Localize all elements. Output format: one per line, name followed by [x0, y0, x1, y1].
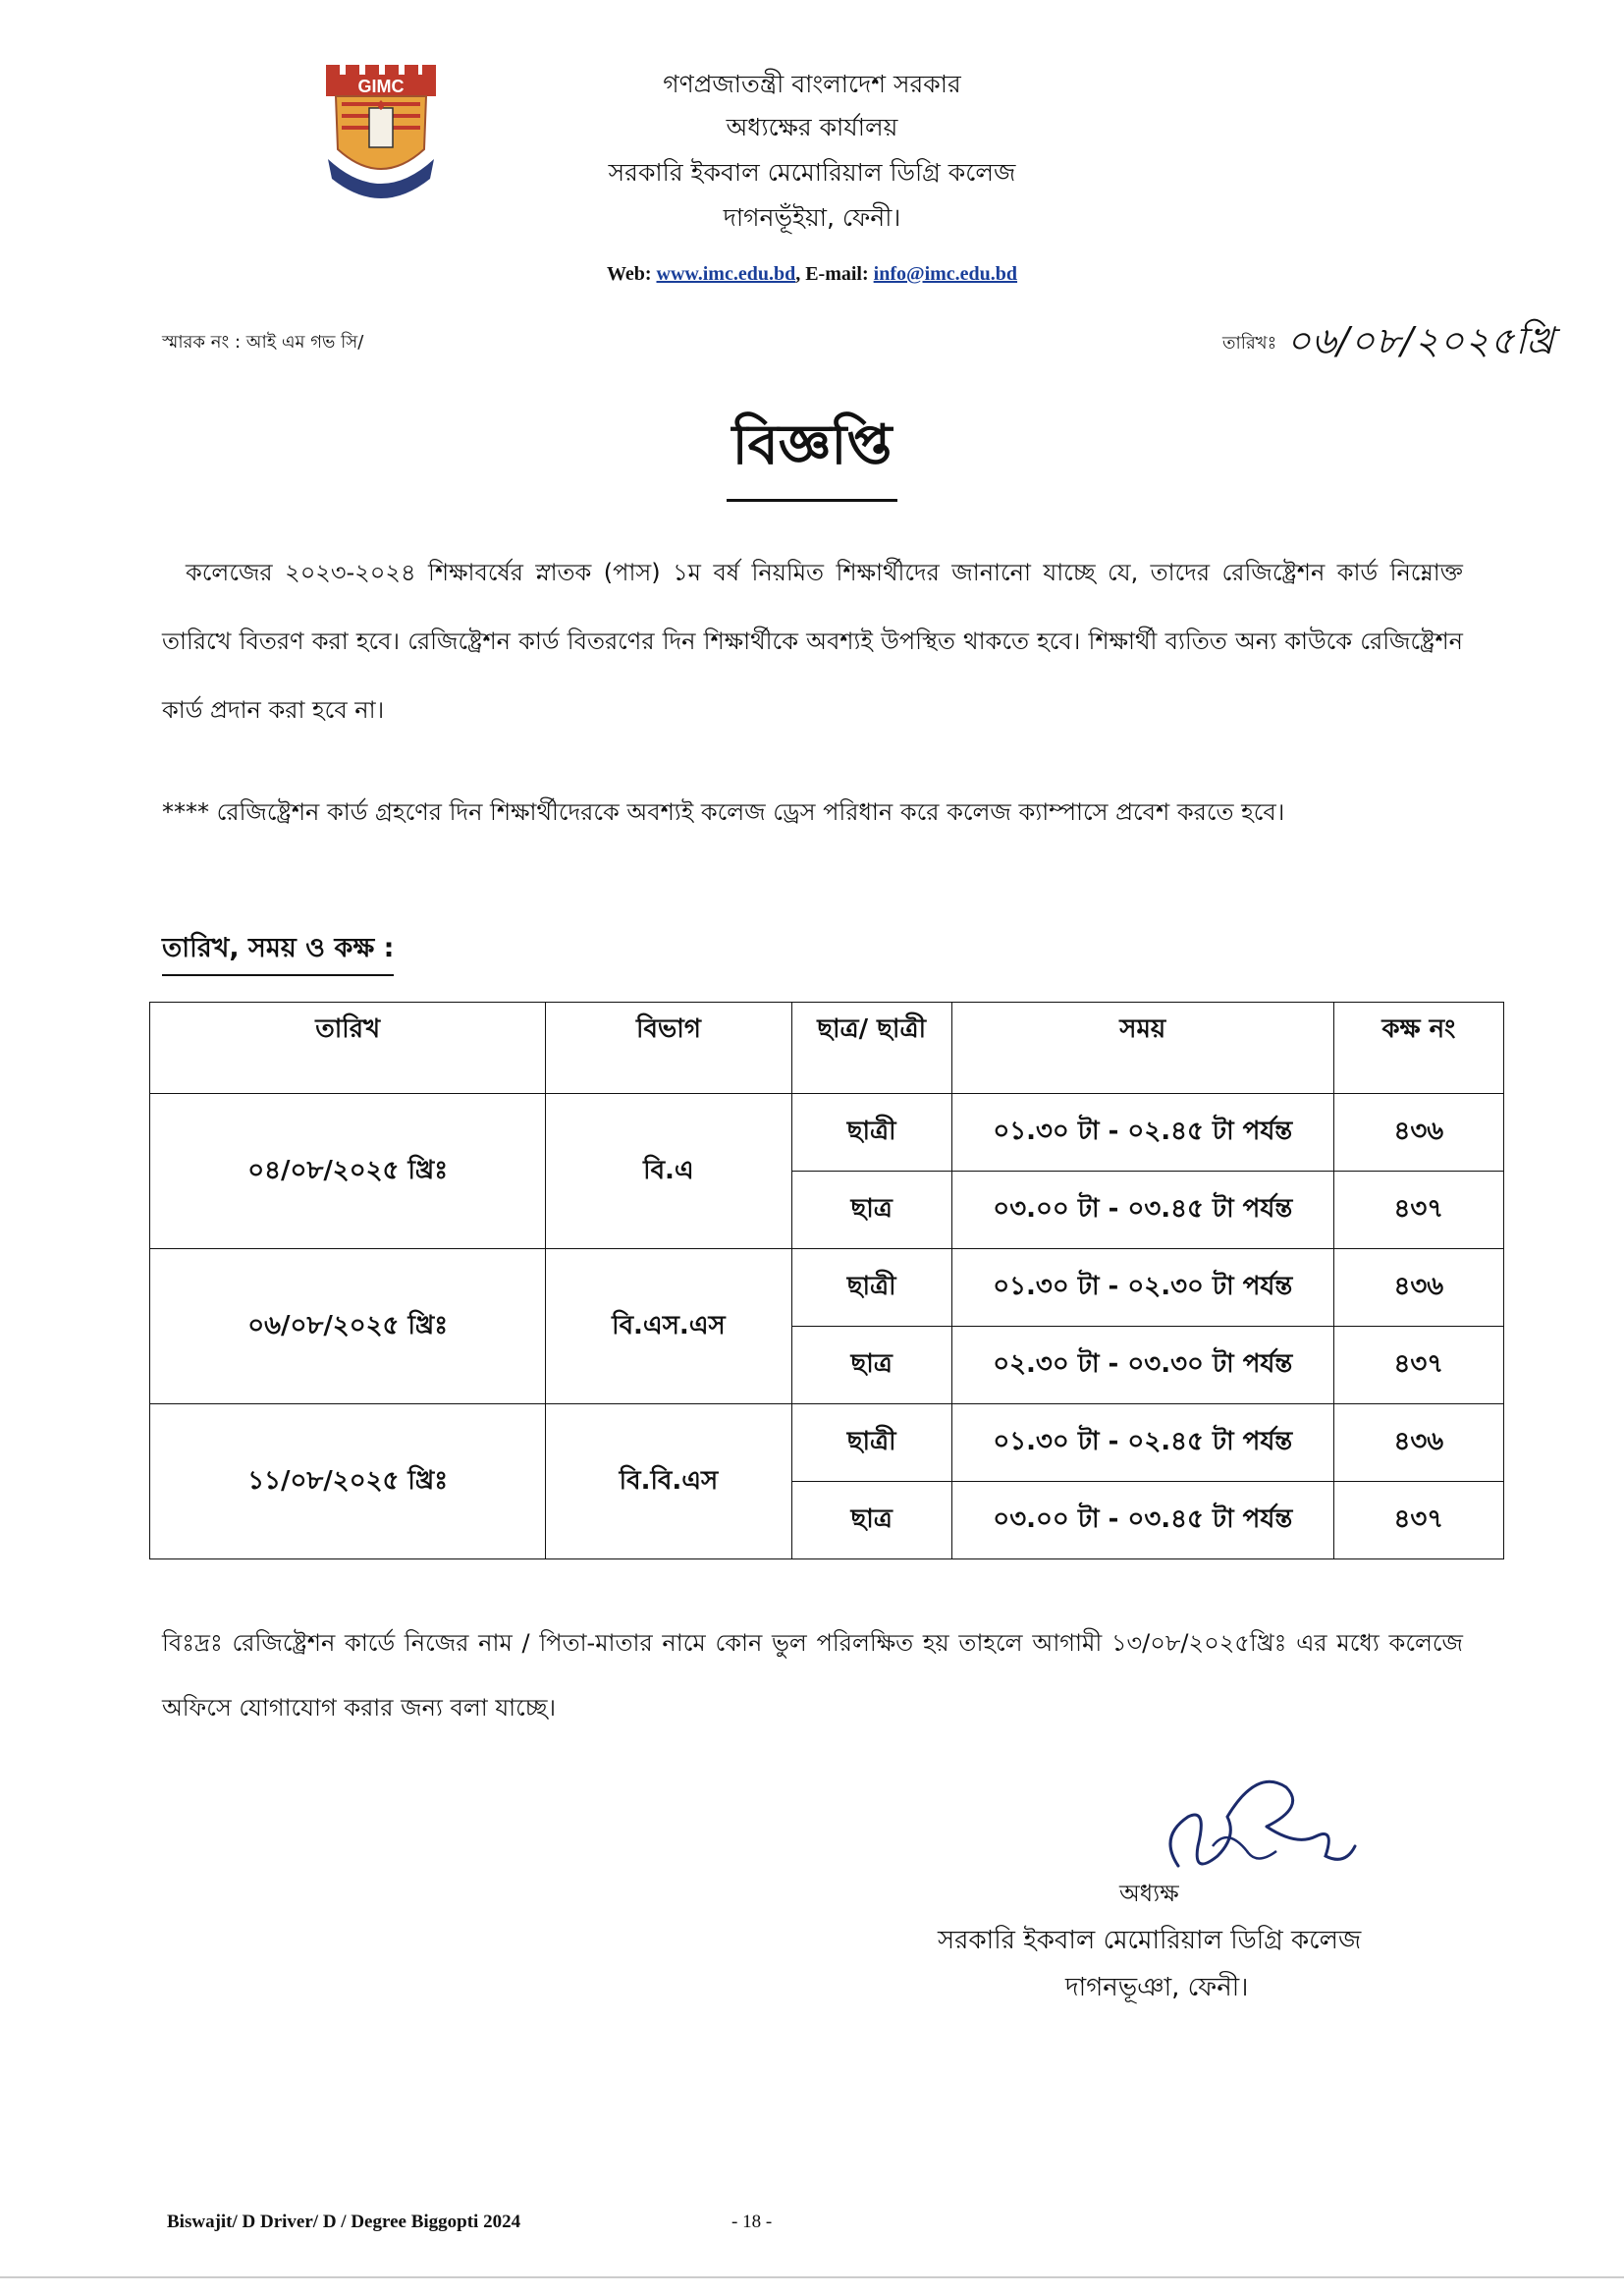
cell-date: ০৬/০৮/২০২৫ খ্রিঃ — [150, 1249, 546, 1404]
table-header-row — [150, 1003, 1504, 1094]
college-location: দাগনভূঁইয়া, ফেনী। — [723, 203, 901, 232]
header-date: তারিখ — [150, 1003, 546, 1094]
page-bottom-divider — [0, 2276, 1624, 2278]
schedule-table — [149, 1002, 1504, 1559]
logo-text: GIMC — [357, 77, 405, 96]
notice-paragraph-2: **** রেজিষ্ট্রেশন কার্ড গ্রহণের দিন শিক্ষার্থীদেরকে অবশ্যই কলেজ ড্রেস পরিধান করে কলেজ ক্যাম্পাসে প্রবেশ করতে হবে। — [162, 798, 1285, 826]
cell-room: ৪৩৬ — [1333, 1094, 1503, 1172]
cell-time: ০১.৩০ টা - ০২.৩০ টা পর্যন্ত — [951, 1249, 1333, 1327]
cell-date: ০৪/০৮/২০২৫ খ্রিঃ — [150, 1094, 546, 1249]
cell-time: ০৩.০০ টা - ০৩.৪৫ টা পর্যন্ত — [951, 1482, 1333, 1559]
cell-time: ০১.৩০ টা - ০২.৪৫ টা পর্যন্ত — [951, 1404, 1333, 1482]
cell-room: ৪৩৭ — [1333, 1172, 1503, 1249]
cell-gender: ছাত্রী — [791, 1249, 951, 1327]
cell-dept: বি.বি.এস — [546, 1404, 791, 1559]
cell-room: ৪৩৬ — [1333, 1249, 1503, 1327]
cell-time: ০১.৩০ টা - ০২.৪৫ টা পর্যন্ত — [951, 1094, 1333, 1172]
cell-room: ৪৩৭ — [1333, 1327, 1503, 1404]
cell-room: ৪৩৭ — [1333, 1482, 1503, 1559]
cell-dept: বি.এস.এস — [546, 1249, 791, 1404]
footer-file-path: Biswajit/ D Driver/ D / Degree Biggopti 2024 — [167, 2212, 521, 2232]
college-name: সরকারি ইকবাল মেমোরিয়াল ডিগ্রি কলেজ — [608, 158, 1016, 187]
notice-paragraph-1: কলেজের ২০২৩-২০২৪ শিক্ষাবর্ষের স্নাতক (পাস) ১ম বর্ষ নিয়মিত শিক্ষার্থীদের জানানো যাচ্ছে যে, তাদের রেজিষ্ট্রেশন কার্ড নিম্নোক্ত তারিখে বিতরণ করা হবে। রেজিষ্ট্রেশন কার্ড বিতরণের দিন শিক্ষার্থীকে অবশ্যই উপস্থিত থাকতে হবে। শিক্ষার্থী ব্যতিত অন্য কাউকে রেজিষ্ট্রেশন কার্ড প্রদান করা হবে না। — [162, 559, 1463, 724]
signatory-college: সরকারি ইকবাল মেমোরিয়াল ডিগ্রি কলেজ — [938, 1926, 1362, 1955]
cell-room: ৪৩৬ — [1333, 1404, 1503, 1482]
cell-time: ০৩.০০ টা - ০৩.৪৫ টা পর্যন্ত — [951, 1172, 1333, 1249]
notice-note: বিঃদ্রঃ রেজিষ্ট্রেশন কার্ডে নিজের নাম / পিতা-মাতার নামে কোন ভুল পরিলক্ষিত হয় তাহলে আগামী ১৩/০৮/২০২৫খ্রিঃ এর মধ্যে কলেজে অফিসে যোগাযোগ করার জন্য বলা যাচ্ছে। — [162, 1629, 1463, 1722]
memo-number: স্মারক নং : আই এম গভ সি/ — [162, 332, 364, 353]
office-name: অধ্যক্ষের কার্যালয় — [726, 113, 898, 141]
header-time: সময় — [951, 1003, 1333, 1094]
handwritten-date: ০৬/০৮/২০২৫খ্রি — [1286, 319, 1555, 362]
table-row — [150, 1249, 1504, 1327]
cell-date: ১১/০৮/২০২৫ খ্রিঃ — [150, 1404, 546, 1559]
date-block — [1222, 312, 1555, 375]
cell-gender: ছাত্রী — [791, 1094, 951, 1172]
signatory-location: দাগনভূঞা, ফেনী। — [1065, 1973, 1249, 2002]
contact-line — [0, 263, 1624, 286]
cell-gender: ছাত্র — [791, 1482, 951, 1559]
table-heading: তারিখ, সময় ও কক্ষ : — [162, 928, 394, 976]
signatory-title: অধ্যক্ষ — [1119, 1880, 1179, 1907]
cell-gender: ছাত্র — [791, 1172, 951, 1249]
table-row — [150, 1094, 1504, 1172]
cell-gender: ছাত্র — [791, 1327, 951, 1404]
notice-title-wrap — [0, 403, 1624, 502]
footer-page-number: - 18 - — [731, 2212, 773, 2232]
email-label: , E-mail: — [795, 263, 874, 285]
web-label: Web: — [606, 263, 657, 285]
cell-gender: ছাত্রী — [791, 1404, 951, 1482]
header-dept: বিভাগ — [546, 1003, 791, 1094]
cell-dept: বি.এ — [546, 1094, 791, 1249]
signature-mark — [1119, 1758, 1365, 1895]
date-label: তারিখঃ — [1222, 332, 1277, 354]
website-link[interactable]: www.imc.edu.bd — [656, 263, 796, 285]
govt-name: গণপ্রজাতন্ত্রী বাংলাদেশ সরকার — [663, 70, 961, 98]
table-row — [150, 1404, 1504, 1482]
header-room: কক্ষ নং — [1333, 1003, 1503, 1094]
notice-title: বিজ্ঞপ্তি — [727, 403, 898, 502]
email-link[interactable]: info@imc.edu.bd — [873, 263, 1018, 285]
header-gender: ছাত্র/ ছাত্রী — [791, 1003, 951, 1094]
cell-time: ০২.৩০ টা - ০৩.৩০ টা পর্যন্ত — [951, 1327, 1333, 1404]
